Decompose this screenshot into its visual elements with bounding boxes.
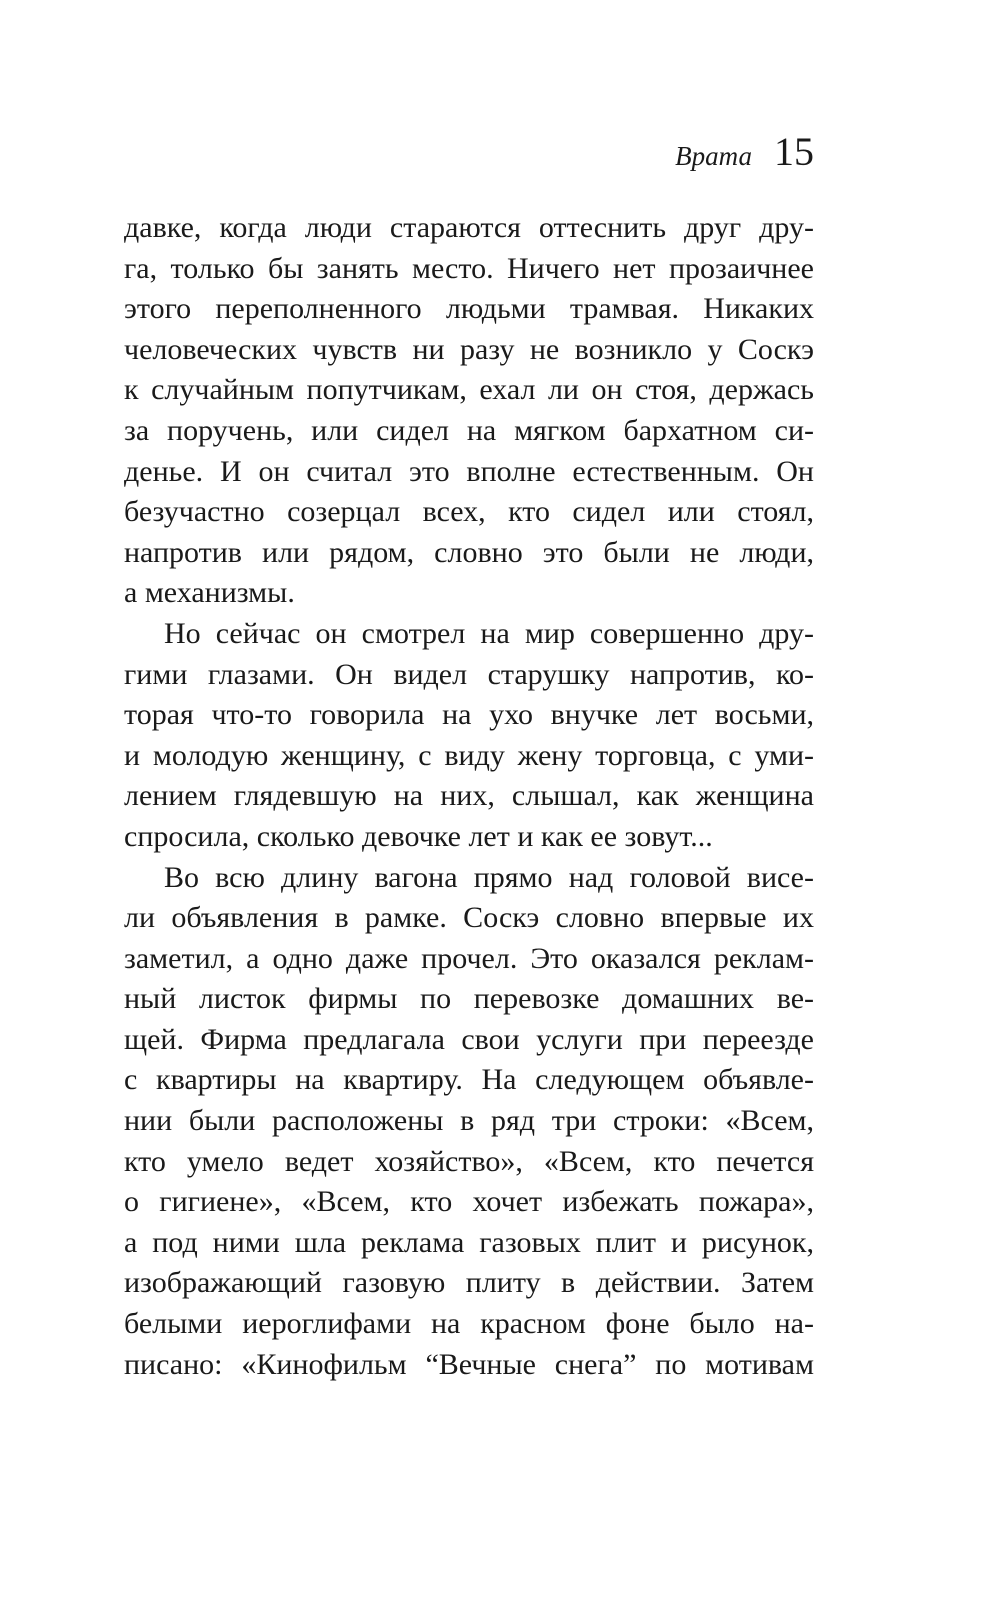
running-title: Врата	[675, 141, 752, 171]
text-line: а механизмы.	[124, 576, 295, 610]
text-line: и молодую женщину, с виду жену торговца, с уми-	[124, 738, 814, 772]
text-line: за поручень, или сидел на мягком бархатном си-	[124, 413, 814, 447]
text-line: щей. Фирма предлагала свои услуги при переезде	[124, 1022, 814, 1056]
text-line: писано: «Кинофильм “Вечные снега” по мотивам	[124, 1347, 814, 1381]
text-line: га, только бы занять место. Ничего нет прозаичнее	[124, 251, 814, 285]
text-line: торая что-то говорила на ухо внучке лет восьми,	[124, 698, 814, 732]
text-line: этого переполненного людьми трамвая. Никаких	[124, 292, 814, 326]
page-number: 15	[774, 129, 814, 174]
text-line: денье. И он считал это вполне естественным. Он	[124, 454, 814, 488]
text-line: человеческих чувств ни разу не возникло у Соскэ	[124, 332, 814, 366]
text-line: ный листок фирмы по перевозке домашних ве-	[124, 982, 814, 1016]
text-line: заметил, а одно даже прочел. Это оказался реклам-	[124, 941, 814, 975]
text-line: Но сейчас он смотрел на мир совершенно дру-	[164, 616, 814, 650]
text-line: гими глазами. Он видел старушку напротив, ко-	[124, 657, 814, 691]
page-header	[675, 128, 814, 175]
text-line: давке, когда люди стараются оттеснить друг дру-	[124, 211, 814, 244]
text-line: спросила, сколько девочке лет и как ее зовут...	[124, 819, 713, 853]
text-line: с квартиры на квартиру. На следующем объявле-	[124, 1063, 814, 1097]
text-line: о гигиене», «Всем, кто хочет избежать пожара»,	[124, 1185, 814, 1219]
text-line: кто умело ведет хозяйство», «Всем, кто печется	[124, 1144, 814, 1178]
text-line: ли объявления в рамке. Соскэ словно впервые их	[124, 901, 814, 935]
body-text	[124, 208, 814, 1385]
text-line: изображающий газовую плиту в действии. Затем	[124, 1266, 814, 1300]
text-line: к случайным попутчикам, ехал ли он стоя, держась	[124, 373, 814, 407]
text-line: белыми иероглифами на красном фоне было на-	[124, 1307, 814, 1341]
text-line: нии были расположены в ряд три строки: «Всем,	[124, 1104, 814, 1138]
text-line: напротив или рядом, словно это были не люди,	[124, 535, 814, 569]
text-line: безучастно созерцал всех, кто сидел или стоял,	[124, 495, 814, 529]
text-line: Во всю длину вагона прямо над головой висе-	[164, 860, 814, 894]
text-line: а под ними шла реклама газовых плит и рисунок,	[124, 1225, 814, 1259]
text-line: лением глядевшую на них, слышал, как женщина	[124, 779, 814, 813]
